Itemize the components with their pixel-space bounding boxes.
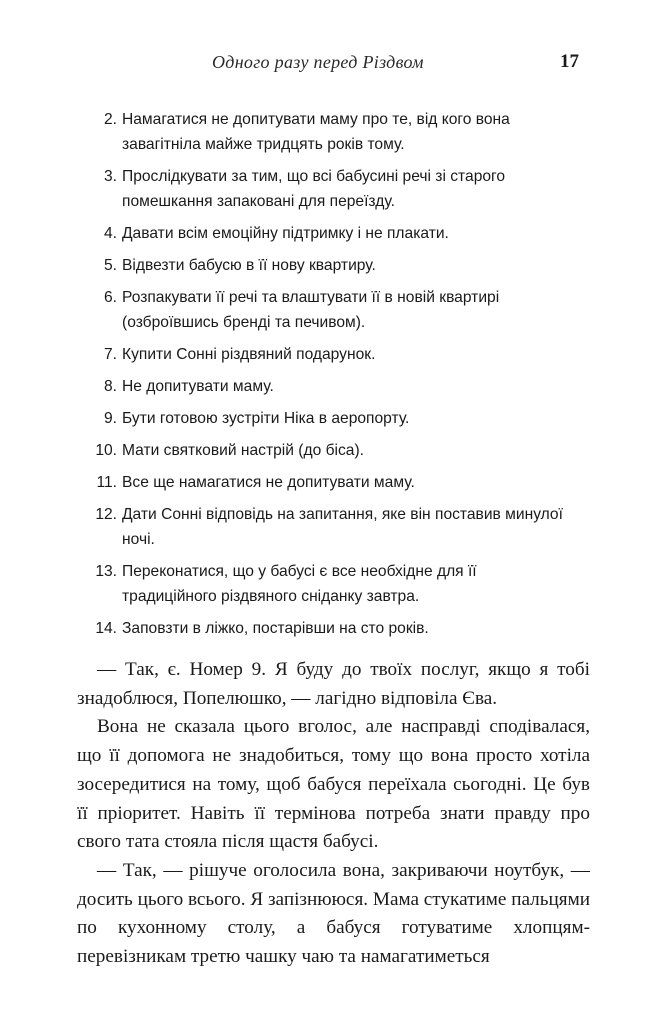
list-item-number: 11. bbox=[96, 474, 117, 491]
paragraph: — Так, — рішуче оголосила вона, закриваючи ноутбук, — досить цього всього. Я запізнююся. Мама стукатиме пальцями по кухонному столу, а бабуся готуватиме хлопцям-перевізникам третю чашку чаю та намагатиметься bbox=[77, 859, 590, 968]
list-item-number: 14. bbox=[95, 620, 117, 637]
list-item bbox=[0, 406, 665, 431]
list-item-text: Відвезти бабусю в її нову квартиру. bbox=[122, 257, 376, 274]
list-item-text: Все ще намагатися не допитувати маму. bbox=[122, 474, 415, 491]
list-item-number: 12. bbox=[95, 506, 117, 523]
list-item bbox=[0, 374, 665, 399]
page-number: 17 bbox=[560, 51, 579, 72]
list-item bbox=[0, 164, 665, 214]
list-item-number: 6. bbox=[103, 289, 117, 306]
list-item-number: 9. bbox=[103, 410, 117, 427]
list-item-number: 7. bbox=[103, 346, 117, 363]
list-item bbox=[0, 559, 665, 609]
list-item bbox=[0, 107, 665, 157]
list-item-text: Давати всім емоційну підтримку і не плакати. bbox=[122, 225, 449, 242]
list-item-number: 2. bbox=[103, 111, 117, 128]
list-item-text: Прослідкувати за тим, що всі бабусині речі зі старого помешкання запаковані для переїзду. bbox=[122, 168, 506, 210]
list-item bbox=[0, 342, 665, 367]
list-item-number: 8. bbox=[103, 378, 117, 395]
todo-list bbox=[0, 107, 665, 648]
body-text bbox=[77, 656, 590, 972]
list-item-text: Дати Сонні відповідь на запитання, яке він поставив минулої ночі. bbox=[122, 506, 563, 548]
paragraph: Вона не сказала цього вголос, але насправді сподівалася, що її допомога не знадобиться, тому що вона просто хотіла зосередитися на тому, щоб бабуся переїхала сьогодні. Це був її пріоритет. Навіть її термінова потреба знати правду про свого тата стояла після щастя бабусі. bbox=[77, 716, 590, 853]
list-item bbox=[0, 285, 665, 335]
list-item-number: 3. bbox=[103, 168, 117, 185]
list-item-text: Переконатися, що у бабусі є все необхідне для її традиційного різдвяного сніданку завтра. bbox=[122, 563, 477, 605]
list-item-text: Купити Сонні різдвяний подарунок. bbox=[122, 346, 376, 363]
running-header bbox=[0, 50, 665, 74]
list-item-text: Заповзти в ліжко, постарівши на сто років. bbox=[122, 620, 429, 637]
list-item bbox=[0, 221, 665, 246]
list-item bbox=[0, 502, 665, 552]
list-item-text: Намагатися не допитувати маму про те, від кого вона завагітніла майже тридцять років тому. bbox=[122, 111, 510, 153]
paragraph: — Так, є. Номер 9. Я буду до твоїх послуг, якщо я тобі знадоблюся, Попелюшко, — лагідно відповіла Єва. bbox=[77, 659, 590, 709]
running-title: Одного разу перед Різдвом bbox=[212, 52, 424, 72]
list-item-text: Бути готовою зустріти Ніка в аеропорту. bbox=[122, 410, 410, 427]
list-item-number: 13. bbox=[95, 563, 117, 580]
list-item-number: 4. bbox=[103, 225, 117, 242]
list-item-number: 5. bbox=[103, 257, 117, 274]
list-item-text: Мати святковий настрій (до біса). bbox=[122, 442, 364, 459]
list-item-text: Розпакувати її речі та влаштувати її в новій квартирі (озброївшись бренді та печивом). bbox=[122, 289, 500, 331]
list-item bbox=[0, 253, 665, 278]
list-item bbox=[0, 438, 665, 463]
list-item-number: 10. bbox=[95, 442, 117, 459]
list-item bbox=[0, 616, 665, 641]
list-item-text: Не допитувати маму. bbox=[122, 378, 274, 395]
list-item bbox=[0, 470, 665, 495]
